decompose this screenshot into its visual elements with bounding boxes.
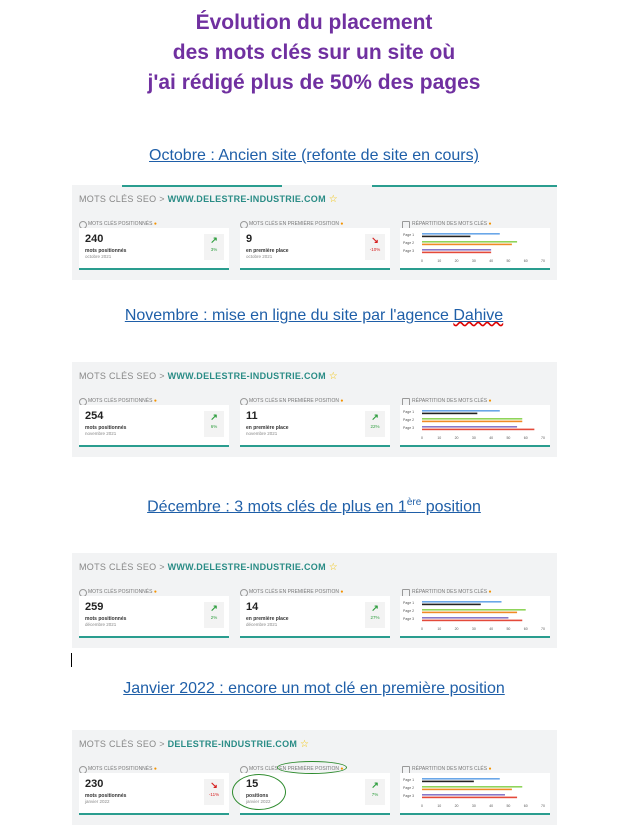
star-icon[interactable]: ☆ [300, 739, 310, 750]
info-icon[interactable]: ● [340, 589, 344, 595]
panel-label-positioned [88, 589, 157, 595]
x-tick-label: 50 [506, 436, 511, 440]
positioned-count: 259 [85, 601, 104, 613]
first-position-box[interactable] [240, 596, 390, 638]
x-tick-label: 70 [541, 436, 545, 440]
header-prefix: MOTS CLÉS SEO > [79, 371, 168, 381]
star-icon[interactable]: ☆ [328, 562, 338, 573]
positioned-date: novembre 2021 [85, 431, 117, 436]
panel-label-repartition [412, 589, 492, 595]
document-title [0, 8, 628, 98]
trend-arrow-icon: ↘ [371, 235, 379, 245]
distribution-svg [400, 405, 550, 445]
x-tick-label: 0 [421, 259, 423, 263]
x-tick-label: 40 [489, 259, 494, 263]
x-tick-label: 30 [471, 259, 476, 263]
trend-percent: 7% [371, 792, 379, 797]
trend-badge [204, 234, 224, 260]
heading-november-agency: Dahive [453, 307, 504, 324]
keyword-distribution-chart [400, 773, 550, 815]
trend-arrow-icon: ↗ [371, 412, 379, 422]
x-tick-label: 50 [506, 259, 511, 263]
title-line-1: Évolution du placement [195, 11, 433, 34]
distribution-bar [422, 236, 470, 238]
positioned-caption: mots positionnés [85, 616, 127, 622]
trend-percent: 2% [210, 615, 218, 620]
distribution-bar [422, 413, 477, 415]
x-tick-label: 60 [523, 436, 528, 440]
x-tick-label: 10 [437, 627, 442, 631]
first-position-caption: en première place [246, 616, 289, 622]
first-position-date: janvier 2022 [246, 799, 271, 804]
x-tick-label: 30 [471, 804, 476, 808]
distribution-bar [422, 797, 517, 799]
distribution-bar [422, 241, 517, 243]
seo-card-december [72, 553, 557, 648]
repartition-label-text: RÉPARTITION DES MOTS CLÉS [412, 589, 488, 595]
panel-label-first [249, 221, 343, 227]
x-tick-label: 70 [541, 627, 545, 631]
card-top-line [122, 185, 282, 187]
heading-november-text: Novembre : mise en ligne du site par l'agence [124, 307, 454, 324]
trend-percent: 27% [370, 615, 380, 620]
category-label: Page 1 [403, 601, 415, 605]
site-link[interactable]: WWW.DELESTRE-INDUSTRIE.COM [167, 194, 326, 204]
heading-december-sup: ère [406, 497, 422, 508]
distribution-bar [422, 418, 522, 420]
repartition-label-text: RÉPARTITION DES MOTS CLÉS [412, 398, 488, 404]
keyword-distribution-chart [400, 405, 550, 447]
info-icon[interactable]: ● [153, 221, 157, 227]
card-header [79, 371, 338, 382]
positioned-keywords-box[interactable] [79, 773, 229, 815]
x-tick-label: 30 [471, 436, 476, 440]
x-tick-label: 10 [437, 436, 442, 440]
trend-badge [365, 779, 385, 805]
first-position-box[interactable] [240, 405, 390, 447]
highlight-circle [232, 774, 286, 810]
positioned-date: janvier 2022 [85, 799, 110, 804]
trend-arrow-icon: ↗ [210, 603, 218, 613]
section-heading-october: Octobre : Ancien site (refonte de site en cours) [149, 147, 479, 164]
section-heading-december [0, 497, 628, 516]
trend-arrow-icon: ↗ [371, 603, 379, 613]
title-line-2: des mots clés sur un site où [172, 41, 456, 64]
trend-arrow-icon: ↘ [210, 780, 218, 790]
panel-label-repartition [412, 766, 492, 772]
distribution-bar [422, 421, 522, 423]
category-label: Page 3 [403, 617, 415, 621]
x-tick-label: 50 [506, 627, 511, 631]
category-label: Page 2 [403, 241, 415, 245]
first-position-date: octobre 2021 [246, 254, 273, 259]
seo-card-october [72, 185, 557, 280]
site-link[interactable]: WWW.DELESTRE-INDUSTRIE.COM [167, 371, 326, 381]
distribution-bar [422, 617, 508, 619]
distribution-svg [400, 773, 550, 813]
first-position-count: 15 [246, 778, 259, 790]
trend-arrow-icon: ↗ [210, 235, 218, 245]
category-label: Page 2 [403, 786, 415, 790]
trend-badge [204, 411, 224, 437]
category-label: Page 3 [403, 249, 415, 253]
trend-badge [204, 602, 224, 628]
x-tick-label: 70 [541, 259, 545, 263]
first-position-count: 11 [246, 410, 258, 422]
distribution-bar [422, 604, 481, 606]
category-label: Page 1 [403, 233, 415, 237]
positioned-date: octobre 2021 [85, 254, 112, 259]
x-tick-label: 10 [437, 259, 442, 263]
trend-badge [365, 411, 385, 437]
x-tick-label: 70 [541, 804, 545, 808]
positioned-caption: mots positionnés [85, 248, 127, 254]
card-header [79, 562, 338, 573]
trend-arrow-icon: ↗ [371, 780, 379, 790]
x-tick-label: 50 [506, 804, 511, 808]
panel-label-positioned [88, 398, 157, 404]
x-tick-label: 0 [421, 436, 423, 440]
positioned-count: 230 [85, 778, 104, 790]
trend-badge [204, 779, 224, 805]
section-heading-november [0, 307, 628, 325]
x-tick-label: 60 [523, 259, 528, 263]
x-tick-label: 30 [471, 627, 476, 631]
heading-december-end: position [421, 498, 481, 516]
distribution-bar [422, 609, 526, 611]
distribution-bar [422, 781, 474, 783]
positioned-label-text: MOTS CLÉS POSITIONNÉS [88, 589, 153, 595]
x-tick-label: 20 [454, 259, 459, 263]
distribution-bar [422, 794, 505, 796]
card-header [79, 194, 338, 205]
distribution-bar [422, 410, 500, 412]
info-icon[interactable]: ● [488, 221, 492, 227]
category-label: Page 1 [403, 410, 415, 414]
first-label-text: MOTS CLÉS EN PREMIÈRE POSITION [249, 589, 340, 595]
card-top-line [372, 185, 557, 187]
first-label-text: MOTS CLÉS EN PREMIÈRE POSITION [249, 221, 340, 227]
x-tick-label: 60 [523, 804, 528, 808]
repartition-label-text: RÉPARTITION DES MOTS CLÉS [412, 221, 488, 227]
x-tick-label: 60 [523, 627, 528, 631]
seo-card-january [72, 730, 557, 825]
distribution-bar [422, 601, 502, 603]
x-tick-label: 20 [454, 627, 459, 631]
category-label: Page 3 [403, 426, 415, 430]
distribution-bar [422, 429, 534, 431]
positioned-date: décembre 2021 [85, 622, 117, 627]
header-prefix: MOTS CLÉS SEO > [79, 562, 168, 572]
star-icon[interactable]: ☆ [328, 194, 338, 205]
x-tick-label: 0 [421, 627, 423, 631]
first-position-caption: en première place [246, 425, 289, 431]
x-tick-label: 40 [489, 627, 494, 631]
first-position-count: 9 [246, 233, 253, 245]
repartition-label-text: RÉPARTITION DES MOTS CLÉS [412, 766, 488, 772]
trend-badge [365, 234, 385, 260]
first-label-text: MOTS CLÉS EN PREMIÈRE POSITION [249, 766, 340, 772]
site-link[interactable]: DELESTRE-INDUSTRIE.COM [167, 739, 298, 749]
category-label: Page 2 [403, 418, 415, 422]
section-heading-january: Janvier 2022 : encore un mot clé en première position [123, 680, 505, 697]
distribution-bar [422, 778, 500, 780]
positioned-count: 240 [85, 233, 104, 245]
distribution-bar [422, 789, 512, 791]
site-link[interactable]: WWW.DELESTRE-INDUSTRIE.COM [167, 562, 326, 572]
x-tick-label: 40 [489, 436, 494, 440]
category-label: Page 2 [403, 609, 415, 613]
category-label: Page 3 [403, 794, 415, 798]
distribution-bar [422, 786, 522, 788]
info-icon[interactable]: ● [488, 589, 492, 595]
first-position-count: 14 [246, 601, 259, 613]
star-icon[interactable]: ☆ [328, 371, 338, 382]
card-header [79, 739, 309, 750]
positioned-keywords-box[interactable] [79, 228, 229, 270]
heading-december-text: Décembre : 3 mots clés de plus en 1 [147, 498, 407, 516]
info-icon[interactable]: ● [488, 766, 492, 772]
distribution-bar [422, 249, 491, 251]
panel-label-positioned [88, 221, 157, 227]
panel-label-positioned [88, 766, 157, 772]
first-position-box[interactable] [240, 228, 390, 270]
positioned-label-text: MOTS CLÉS POSITIONNÉS [88, 221, 153, 227]
panel-label-first [249, 398, 343, 404]
distribution-bar [422, 252, 491, 254]
header-prefix: MOTS CLÉS SEO > [79, 739, 168, 749]
keyword-distribution-chart [400, 228, 550, 270]
info-icon[interactable]: ● [340, 398, 344, 404]
x-tick-label: 20 [454, 436, 459, 440]
category-label: Page 1 [403, 778, 415, 782]
first-position-date: novembre 2021 [246, 431, 278, 436]
trend-percent: 6% [210, 424, 218, 429]
info-icon[interactable]: ● [488, 398, 492, 404]
info-icon[interactable]: ● [153, 766, 157, 772]
distribution-bar [422, 233, 500, 235]
info-icon[interactable]: ● [153, 589, 157, 595]
panel-label-repartition [412, 221, 492, 227]
header-prefix: MOTS CLÉS SEO > [79, 194, 168, 204]
distribution-svg [400, 596, 550, 636]
trend-arrow-icon: ↗ [210, 412, 218, 422]
text-cursor [71, 653, 72, 667]
trend-percent: -10% [369, 247, 381, 252]
x-tick-label: 20 [454, 804, 459, 808]
distribution-bar [422, 244, 512, 246]
info-icon[interactable]: ● [340, 766, 344, 772]
first-position-caption: positions [246, 793, 269, 799]
panel-label-first [249, 589, 343, 595]
positioned-keywords-box[interactable] [79, 405, 229, 447]
title-line-3: j'ai rédigé plus de 50% des pages [147, 71, 481, 94]
positioned-label-text: MOTS CLÉS POSITIONNÉS [88, 398, 153, 404]
positioned-keywords-box[interactable] [79, 596, 229, 638]
distribution-bar [422, 612, 517, 614]
first-position-caption: en première place [246, 248, 289, 254]
trend-percent: 22% [370, 424, 380, 429]
first-position-date: décembre 2021 [246, 622, 278, 627]
x-tick-label: 10 [437, 804, 442, 808]
seo-card-november [72, 362, 557, 457]
positioned-caption: mots positionnés [85, 425, 127, 431]
keyword-distribution-chart [400, 596, 550, 638]
distribution-bar [422, 426, 517, 428]
distribution-bar [422, 620, 522, 622]
info-icon[interactable]: ● [153, 398, 157, 404]
trend-badge [365, 602, 385, 628]
distribution-svg [400, 228, 550, 268]
trend-percent: 3% [210, 247, 218, 252]
x-tick-label: 0 [421, 804, 423, 808]
trend-percent: -11% [208, 792, 220, 797]
x-tick-label: 40 [489, 804, 494, 808]
positioned-count: 254 [85, 410, 104, 422]
positioned-caption: mots positionnés [85, 793, 127, 799]
first-label-text: MOTS CLÉS EN PREMIÈRE POSITION [249, 398, 340, 404]
info-icon[interactable]: ● [340, 221, 344, 227]
positioned-label-text: MOTS CLÉS POSITIONNÉS [88, 766, 153, 772]
panel-label-repartition [412, 398, 492, 404]
highlight-circle [277, 761, 347, 774]
